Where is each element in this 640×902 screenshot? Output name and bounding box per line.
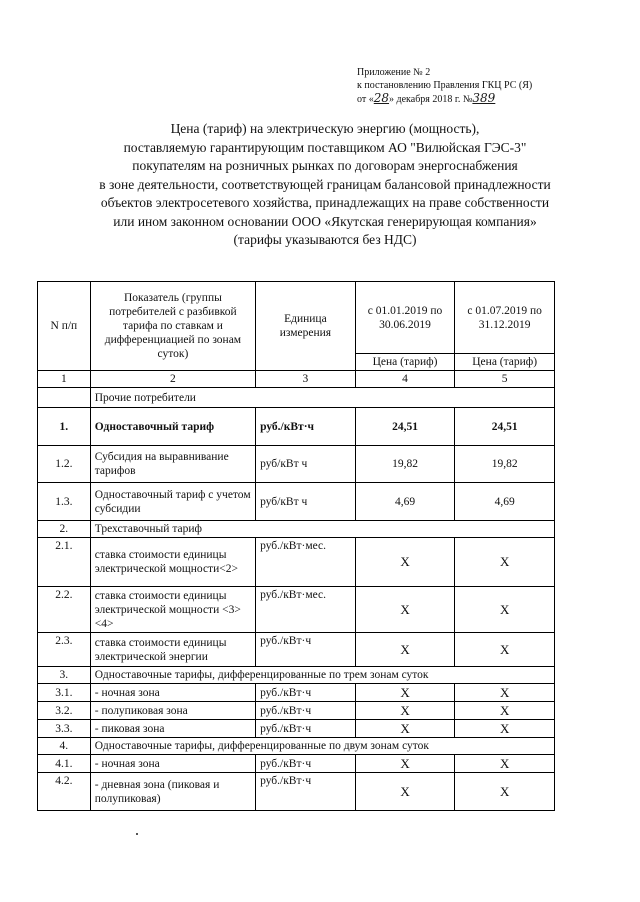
row-unit: руб./кВт·ч	[256, 755, 356, 773]
handwritten-number: 389	[472, 91, 496, 105]
row-name: ставка стоимости единицы электрической мощности <3><4>	[90, 587, 255, 633]
row-num: 2.2.	[38, 587, 91, 633]
header-price1: Цена (тариф)	[355, 354, 455, 371]
row-name: Одноставочные тарифы, дифференцированные по двум зонам суток	[90, 738, 554, 755]
title-line: Цена (тариф) на электрическую энергию (мощность),	[170, 121, 480, 136]
row-num: 4.1.	[38, 755, 91, 773]
table-row	[38, 408, 555, 446]
row-value2: X	[455, 538, 555, 587]
document-title	[40, 120, 610, 250]
table-row	[38, 446, 555, 483]
section-row	[38, 388, 555, 408]
row-unit: руб/кВт ч	[256, 446, 356, 483]
header-period1: с 01.01.2019 по 30.06.2019	[355, 282, 455, 354]
section-label: Прочие потребители	[90, 388, 554, 408]
row-name: Одноставочный тариф с учетом субсидии	[90, 483, 255, 521]
colnum: 2	[90, 371, 255, 388]
row-value1: X	[355, 702, 455, 720]
row-name: - дневная зона (пиковая и полупиковая)	[90, 773, 255, 811]
row-num: 1.3.	[38, 483, 91, 521]
row-num: 4.2.	[38, 773, 91, 811]
row-unit: руб./кВт·ч	[256, 633, 356, 667]
group-row	[38, 738, 555, 755]
row-value1: X	[355, 755, 455, 773]
table-row	[38, 538, 555, 587]
row-name: - пиковая зона	[90, 720, 255, 738]
table-header-row	[38, 282, 555, 354]
colnum: 1	[38, 371, 91, 388]
row-name: Трехставочный тариф	[90, 521, 554, 538]
row-name: Субсидия на выравнивание тарифов	[90, 446, 255, 483]
row-name: - полупиковая зона	[90, 702, 255, 720]
row-name: Одноставочный тариф	[90, 408, 255, 446]
row-name: Одноставочные тарифы, дифференцированные по трем зонам суток	[90, 667, 554, 684]
row-unit: руб./кВт·ч	[256, 702, 356, 720]
row-value1: X	[355, 633, 455, 667]
row-value2: X	[455, 684, 555, 702]
row-num: 3.	[38, 667, 91, 684]
row-value1: 19,82	[355, 446, 455, 483]
header-price2: Цена (тариф)	[455, 354, 555, 371]
row-value2: 4,69	[455, 483, 555, 521]
colnum: 4	[355, 371, 455, 388]
row-value1: X	[355, 587, 455, 633]
row-value1: 24,51	[355, 408, 455, 446]
title-line: объектов электросетевого хозяйства, принадлежащих на праве собственности	[100, 195, 550, 210]
table-row	[38, 483, 555, 521]
handwritten-day: 28	[373, 91, 390, 105]
group-row	[38, 521, 555, 538]
appendix-resolution: к постановлению Правления ГКЦ РС (Я)	[357, 80, 533, 91]
table-row	[38, 720, 555, 738]
row-value2: X	[455, 755, 555, 773]
row-name: - ночная зона	[90, 755, 255, 773]
table-row	[38, 773, 555, 811]
table-row	[38, 755, 555, 773]
row-value2: X	[455, 720, 555, 738]
row-num: 3.2.	[38, 702, 91, 720]
row-num: 2.	[38, 521, 91, 538]
row-unit: руб/кВт ч	[256, 483, 356, 521]
title-line: или ином законном основании ООО «Якутская генерирующая компания»	[113, 213, 537, 229]
table-row	[38, 702, 555, 720]
row-unit: руб./кВт·мес.	[256, 587, 356, 633]
appendix-block	[357, 66, 532, 106]
row-unit: руб./кВт·ч	[256, 684, 356, 702]
row-num: 3.1.	[38, 684, 91, 702]
row-value1: X	[355, 684, 455, 702]
title-line: покупателям на розничных рынках по договорам энергоснабжения	[132, 158, 518, 173]
row-num: 4.	[38, 738, 91, 755]
table-row	[38, 684, 555, 702]
row-value1: X	[355, 538, 455, 587]
column-number-row	[38, 371, 555, 388]
table-row	[38, 587, 555, 633]
row-value1: X	[355, 773, 455, 811]
tariff-table	[37, 281, 555, 811]
appendix-title: Приложение № 2	[357, 67, 431, 78]
row-value2: 24,51	[455, 408, 555, 446]
row-value2: X	[455, 773, 555, 811]
header-unit: Единица измерения	[256, 282, 356, 371]
header-num: N п/п	[38, 282, 91, 371]
table-row	[38, 633, 555, 667]
row-name: ставка стоимости единицы электрической энергии	[90, 633, 255, 667]
row-num: 3.3.	[38, 720, 91, 738]
row-num: 1.2.	[38, 446, 91, 483]
row-unit: руб./кВт·ч	[256, 720, 356, 738]
date-middle: » декабря 2018 г. №	[389, 94, 473, 105]
row-unit: руб./кВт·мес.	[256, 538, 356, 587]
row-value2: X	[455, 702, 555, 720]
row-name: - ночная зона	[90, 684, 255, 702]
title-line: (тарифы указываются без НДС)	[233, 232, 417, 247]
row-name: ставка стоимости единицы электрической мощности<2>	[90, 538, 255, 587]
row-num: 1.	[38, 408, 91, 446]
row-value2: X	[455, 633, 555, 667]
row-num: 2.3.	[38, 633, 91, 667]
appendix-date-line	[357, 92, 532, 106]
scan-speck	[136, 833, 138, 835]
row-value2: X	[455, 587, 555, 633]
row-value1: X	[355, 720, 455, 738]
title-line: поставляемую гарантирующим поставщиком АО "Вилюйская ГЭС-3"	[123, 139, 527, 155]
row-value2: 19,82	[455, 446, 555, 483]
row-num: 2.1.	[38, 538, 91, 587]
header-indicator: Показатель (группы потребителей с разбивкой тарифа по ставкам и дифференциацией по зонам суток)	[90, 282, 255, 371]
group-row	[38, 667, 555, 684]
title-line: в зоне деятельности, соответствующей границам балансовой принадлежности	[99, 176, 551, 192]
colnum: 5	[455, 371, 555, 388]
header-period2: с 01.07.2019 по 31.12.2019	[455, 282, 555, 354]
colnum: 3	[256, 371, 356, 388]
row-value1: 4,69	[355, 483, 455, 521]
row-unit: руб./кВт·ч	[256, 408, 356, 446]
date-prefix: от «	[357, 94, 374, 105]
row-unit: руб./кВт·ч	[256, 773, 356, 811]
